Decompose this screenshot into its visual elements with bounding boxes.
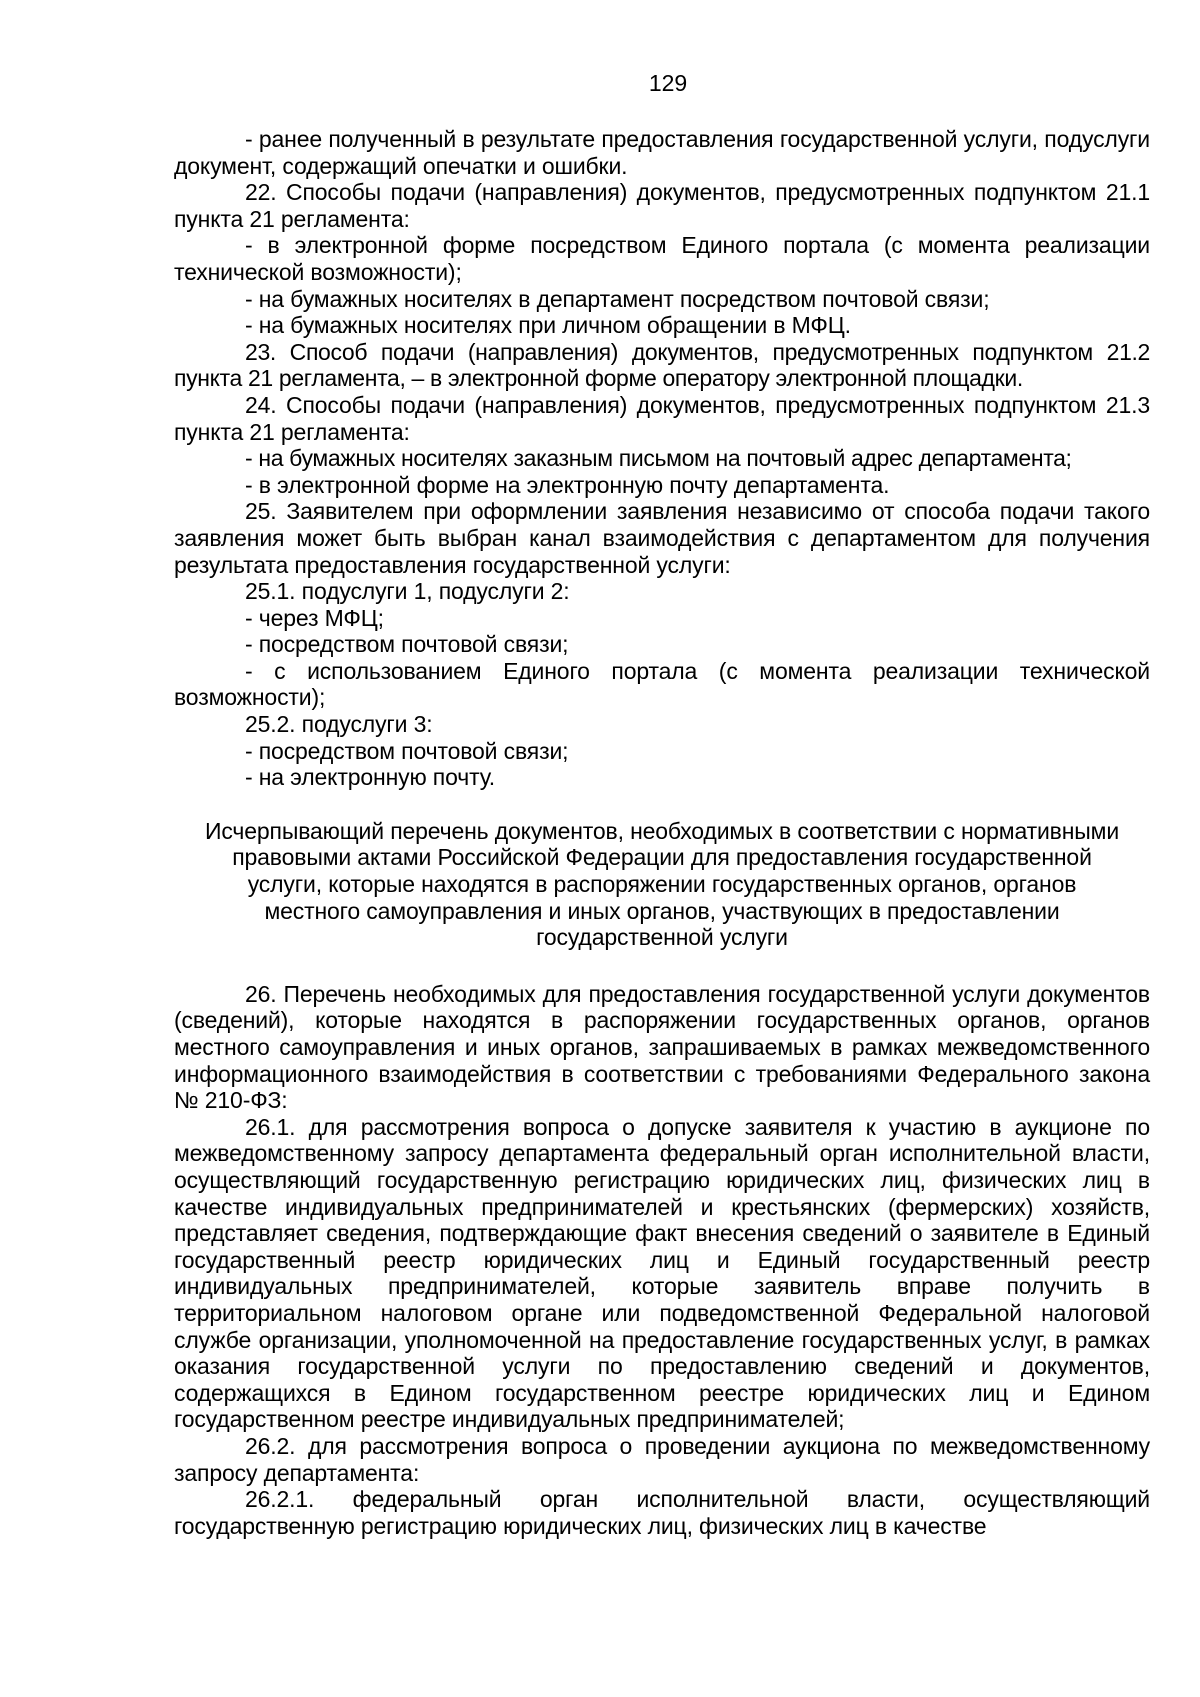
paragraph-item-25-2-email: - на электронную почту.	[245, 764, 496, 791]
paragraph-item-24-email: - в электронной форме на электронную почту департамента.	[245, 471, 890, 498]
paragraph-item-25-2: 25.2. подуслуги 3:	[245, 711, 433, 738]
paragraph-item-26-2: 26.2. для рассмотрения вопроса о проведении аукциона по межведомственному запросу департамента:	[174, 1432, 1150, 1486]
paragraph-item-22-electronic: - в электронной форме посредством Единого портала (с момента реализации технической возможности);	[174, 232, 1150, 285]
paragraph-item-25-1: 25.1. подуслуги 1, подуслуги 2:	[245, 578, 570, 605]
paragraph-item-25-2-post: - посредством почтовой связи;	[245, 737, 569, 764]
paragraph-item-26-1: 26.1. для рассмотрения вопроса о допуске заявителя к участию в аукционе по межведомственному запросу департамента федеральный орган исполнительной власти, осуществляющий государственную регистрацию юридических лиц, физических лиц в качестве индивидуальных предпринимателей и крестьянских (фермерских) хозяйств, представляет сведения, подтверждающие факт внесения сведений о заявителе в Единый государственный реестр юридических лиц и Единый государственный реестр индивидуальных предпринимателей, которые заявитель вправе получить в территориальном налоговом органе или подведомственной Федеральной налоговой службе организации, уполномоченной на предоставление государственных услуг, в рамках оказания государственной услуги по предоставлению сведений и документов, содержащихся в Едином государственном реестре юридических лиц и Едином государственном реестре индивидуальных предпринимателей;	[174, 1113, 1150, 1433]
paragraph-item-25: 25. Заявителем при оформлении заявления независимо от способа подачи такого заявления может быть выбран канал взаимодействия с департаментом для получения результата предоставления государственной услуги:	[174, 498, 1150, 578]
paragraph-item-25-1-mfc: - через МФЦ;	[245, 604, 384, 631]
paragraph-item-24-registered-mail: - на бумажных носителях заказным письмом на почтовый адрес департамента;	[245, 445, 1072, 472]
paragraph-item-26: 26. Перечень необходимых для предоставления государственной услуги документов (сведений), которые находятся в распоряжении государственных органов, органов местного самоуправления и иных органов, запрашиваемых в рамках межведомственного информационного взаимодействия в соответствии с требованиями Федерального закона № 210-ФЗ:	[174, 980, 1150, 1114]
paragraph-item-25-1-post: - посредством почтовой связи;	[245, 631, 569, 658]
paragraph-item-24: 24. Способы подачи (направления) документов, предусмотренных подпунктом 21.3 пункта 21 регламента:	[174, 391, 1150, 445]
page-number: 129	[648, 70, 688, 96]
paragraph-correction-document: - ранее полученный в результате предоставления государственной услуги, подуслуги документ, содержащий опечатки и ошибки.	[174, 126, 1150, 179]
paragraph-item-22-post: - на бумажных носителях в департамент посредством почтовой связи;	[245, 285, 990, 312]
paragraph-item-25-1-portal: - с использованием Единого портала (с момента реализации технической возможности);	[174, 657, 1150, 711]
paragraph-item-22: 22. Способы подачи (направления) документов, предусмотренных подпунктом 21.1 пункта 21 регламента:	[174, 179, 1150, 232]
paragraph-item-26-2-1: 26.2.1. федеральный орган исполнительной власти, осуществляющий государственную регистрацию юридических лиц, физических лиц в качестве	[174, 1486, 1150, 1539]
section-heading: Исчерпывающий перечень документов, необходимых в соответствии с нормативными правовыми актами Российской Федерации для предоставления государственной услуги, которые находятся в распоряжении государственных органов, органов местного самоуправления и иных органов, участвующих в предоставлении государственной услуги	[204, 817, 1120, 951]
paragraph-item-23: 23. Способ подачи (направления) документов, предусмотренных подпунктом 21.2 пункта 21 регламента, – в электронной форме оператору электронной площадки.	[174, 338, 1150, 392]
document-page	[174, 68, 1150, 1539]
paragraph-item-22-mfc: - на бумажных носителях при личном обращении в МФЦ.	[245, 312, 851, 339]
